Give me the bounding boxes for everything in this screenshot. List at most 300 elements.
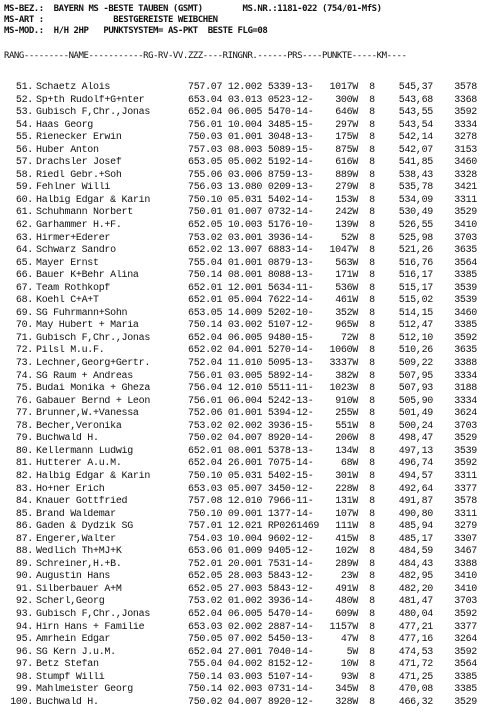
rank-cell: 91. [15,583,33,595]
club-ring-prefix-cell: 750.02 04.007 8920-12- [188,696,314,708]
rank-cell: 85. [15,508,33,520]
fancier-name-cell: Schuhmann Norbert [36,207,133,219]
club-ring-prefix-cell: 756.03 13.080 0209-13- [188,182,314,194]
rank-cell: 88. [15,546,33,558]
table-row [4,120,478,133]
km-cell: 3592 [454,646,477,658]
points-cell: 484,59 [398,546,433,558]
km-cell: 3410 [454,571,477,583]
rank-cell: 51. [15,82,33,93]
fancier-name-cell: Mayer Ernst [36,257,99,269]
km-cell: 3460 [454,157,477,169]
points-cell: 516,17 [398,270,433,282]
fancier-name-cell: Rienecker Erwin [36,132,122,144]
fancier-name-cell: Becher,Veronika [36,420,122,432]
rank-cell: 87. [15,533,33,545]
club-ring-prefix-cell: 750.02 04.007 8920-14- [188,433,314,445]
prizes-cell: 8 [369,82,375,93]
rank-cell: 72. [15,345,33,357]
table-row [4,333,478,346]
table-row [4,622,478,635]
prizes-cell: 8 [369,583,375,595]
km-cell: 3410 [454,220,477,232]
fancier-name-cell: Lechner,Georg+Gertr. [36,358,151,370]
prizes-cell: 8 [369,144,375,156]
rank-cell: 52. [15,94,33,106]
fancier-name-cell: Knauer Gottfried [36,496,128,508]
fancier-name-cell: Team Rothkopf [36,282,111,294]
km-cell: 3388 [454,358,477,370]
ring-suffix-cell: 382W [335,370,358,382]
km-cell: 3460 [454,307,477,319]
ring-suffix-cell: 107W [335,508,358,520]
points-cell: 515,02 [398,295,433,307]
fancier-name-cell: Brunner,W.+Vanessa [36,408,139,420]
rank-cell: 81. [15,458,33,470]
points-cell: 491,87 [398,496,433,508]
table-row [4,308,478,321]
table-row [4,609,478,622]
prizes-cell: 8 [369,270,375,282]
column-header-line: RANG---------NAME-----------RG-RV-VV.ZZZ----RINGNR.------PRS----PUNKTE-----KM---- [4,51,407,61]
fancier-name-cell: Gubisch F,Chr.,Jonas [36,107,151,119]
points-cell: 534,09 [398,194,433,206]
prizes-cell: 8 [369,94,375,106]
club-ring-prefix-cell: 652.04 06.005 9480-15- [188,332,314,344]
table-row [4,471,478,484]
fancier-name-cell: Fehlner Willi [36,182,111,194]
km-cell: 3592 [454,608,477,620]
table-row [4,484,478,497]
points-cell: 543,68 [398,94,433,106]
points-cell: 466,32 [398,696,433,708]
table-row [4,132,478,145]
ring-suffix-cell: 875W [335,144,358,156]
rank-cell: 86. [15,521,33,533]
fancier-name-cell: Budai Monika + Gheza [36,383,151,395]
km-cell: 3279 [454,521,477,533]
points-cell: 485,94 [398,521,433,533]
points-cell: 545,37 [398,82,433,93]
prizes-cell: 8 [369,634,375,646]
table-row [4,446,478,459]
prizes-cell: 8 [369,496,375,508]
ring-suffix-cell: 345W [335,684,358,696]
rank-cell: 99. [15,684,33,696]
fancier-name-cell: Schaetz Alois [36,82,111,93]
rank-cell: 56. [15,144,33,156]
table-row [4,95,478,108]
fancier-name-cell: Halbig Edgar & Karin [36,194,151,206]
fancier-name-cell: Scherl,Georg [36,596,105,608]
club-ring-prefix-cell: 652.05 28.003 5843-12- [188,571,314,583]
club-ring-prefix-cell: 750.14 02.003 0731-14- [188,684,314,696]
rank-cell: 73. [15,358,33,370]
table-row [4,371,478,384]
rank-cell: 70. [15,320,33,332]
club-ring-prefix-cell: 653.04 03.013 0523-12- [188,94,314,106]
club-ring-prefix-cell: 652.05 10.003 5176-10- [188,220,314,232]
ring-suffix-cell: 279W [335,182,358,194]
ring-suffix-cell: 491W [335,583,358,595]
header-mode-line: MS-MOD.: H/H 2HP PUNKTSYSTEM= AS-PKT BESTE FLG=08 [4,26,268,36]
ring-suffix-cell: 5W [346,646,358,658]
table-row [4,672,478,685]
ring-suffix-cell: 461W [335,295,358,307]
rank-cell: 75. [15,383,33,395]
km-cell: 3703 [454,596,477,608]
points-cell: 498,47 [398,433,433,445]
fancier-name-cell: Halbig Edgar & Karin [36,470,151,482]
fancier-name-cell: Amrhein Edgar [36,634,111,646]
prizes-cell: 8 [369,107,375,119]
club-ring-prefix-cell: 652.02 04.001 5270-14- [188,345,314,357]
fancier-name-cell: Bauer K+Behr Alina [36,270,139,282]
rank-cell: 64. [15,245,33,257]
prizes-cell: 8 [369,132,375,144]
km-cell: 3539 [454,295,477,307]
rank-cell: 61. [15,207,33,219]
prizes-cell: 8 [369,445,375,457]
ring-suffix-cell: 1023W [329,383,358,395]
fancier-name-cell: Hirmer+Ederer [36,232,111,244]
km-cell: 3564 [454,257,477,269]
km-cell: 3467 [454,546,477,558]
club-ring-prefix-cell: 652.04 06.005 5470-14- [188,608,314,620]
points-cell: 482,95 [398,571,433,583]
club-ring-prefix-cell: 752.01 20.001 7531-14- [188,558,314,570]
ring-suffix-cell: 3337W [329,358,358,370]
table-row [4,546,478,559]
fancier-name-cell: SG Raum + Andreas [36,370,133,382]
club-ring-prefix-cell: 752.06 01.001 5394-12- [188,408,314,420]
prizes-cell: 8 [369,295,375,307]
points-cell: 494,57 [398,470,433,482]
club-ring-prefix-cell: 750.01 01.007 0732-14- [188,207,314,219]
fancier-name-cell: Mahlmeister Georg [36,684,133,696]
rank-cell: 68. [15,295,33,307]
points-cell: 515,17 [398,282,433,294]
km-cell: 3539 [454,445,477,457]
points-cell: 485,17 [398,533,433,545]
km-cell: 3188 [454,383,477,395]
ring-suffix-cell: 646W [335,107,358,119]
rank-cell: 66. [15,270,33,282]
table-row [4,245,478,258]
km-cell: 3307 [454,533,477,545]
table-row [4,433,478,446]
km-cell: 3153 [454,144,477,156]
fancier-name-cell: Gaden & Dydzik SG [36,521,133,533]
table-row [4,509,478,522]
points-cell: 525,98 [398,232,433,244]
table-row [4,207,478,220]
rank-cell: 83. [15,483,33,495]
points-cell: 512,47 [398,320,433,332]
table-row [4,647,478,660]
points-cell: 512,10 [398,332,433,344]
fancier-name-cell: Pilsl M.u.F. [36,345,105,357]
club-ring-prefix-cell: 757.03 08.003 5089-15- [188,144,314,156]
fancier-name-cell: Drachsler Josef [36,157,122,169]
points-cell: 507,95 [398,370,433,382]
prizes-cell: 8 [369,608,375,620]
fancier-name-cell: SG Kern J.u.M. [36,646,116,658]
table-row [4,396,478,409]
rank-cell: 57. [15,157,33,169]
prizes-cell: 8 [369,182,375,194]
prizes-cell: 8 [369,508,375,520]
fancier-name-cell: Kellermann Ludwig [36,445,133,457]
rank-cell: 84. [15,496,33,508]
prizes-cell: 8 [369,169,375,181]
fancier-name-cell: SG Fuhrmann+Sohn [36,307,128,319]
km-cell: 3311 [454,508,477,520]
km-cell: 3385 [454,270,477,282]
ring-suffix-cell: 965W [335,320,358,332]
table-row [4,596,478,609]
prizes-cell: 8 [369,358,375,370]
table-row [4,358,478,371]
table-row [4,320,478,333]
rank-cell: 95. [15,634,33,646]
club-ring-prefix-cell: 756.04 12.010 5511-11- [188,383,314,395]
km-cell: 3703 [454,420,477,432]
fancier-name-cell: Gubisch F,Chr.,Jonas [36,608,151,620]
table-row [4,220,478,233]
points-cell: 543,55 [398,107,433,119]
club-ring-prefix-cell: 757.07 12.002 5339-13- [188,82,314,93]
points-cell: 477,21 [398,621,433,633]
fancier-name-cell: Hirn Hans + Familie [36,621,145,633]
ring-suffix-cell: 111W [335,521,358,533]
club-ring-prefix-cell: 753.02 02.002 3936-15- [188,420,314,432]
prizes-cell: 8 [369,245,375,257]
ring-suffix-cell: 301W [335,470,358,482]
ring-suffix-cell: 153W [335,194,358,206]
club-ring-prefix-cell: 652.01 05.004 7622-14- [188,295,314,307]
table-row [4,82,478,95]
points-cell: 490,80 [398,508,433,520]
prizes-cell: 8 [369,596,375,608]
rank-cell: 59. [15,182,33,194]
km-cell: 3311 [454,470,477,482]
prizes-cell: 8 [369,383,375,395]
prizes-cell: 8 [369,320,375,332]
fancier-name-cell: Gabauer Bernd + Leon [36,395,151,407]
km-cell: 3529 [454,207,477,219]
km-cell: 3635 [454,245,477,257]
km-cell: 3624 [454,408,477,420]
club-ring-prefix-cell: 756.01 10.004 3485-15- [188,119,314,131]
ring-suffix-cell: 242W [335,207,358,219]
prizes-cell: 8 [369,621,375,633]
rank-cell: 94. [15,621,33,633]
table-row [4,107,478,120]
ring-suffix-cell: 102W [335,546,358,558]
fancier-name-cell: Buchwald H. [36,433,99,445]
ring-suffix-cell: 52W [340,232,358,244]
table-row [4,697,478,710]
rank-cell: 93. [15,608,33,620]
ring-suffix-cell: 551W [335,420,358,432]
table-row [4,170,478,183]
fancier-name-cell: Schwarz Sandro [36,245,116,257]
rank-cell: 92. [15,596,33,608]
table-row [4,684,478,697]
ring-suffix-cell: 228W [335,483,358,495]
ring-suffix-cell: 328W [335,696,358,708]
table-row [4,295,478,308]
km-cell: 3264 [454,634,477,646]
prizes-cell: 8 [369,282,375,294]
km-cell: 3529 [454,696,477,708]
fancier-name-cell: Huber Anton [36,144,99,156]
km-cell: 3592 [454,107,477,119]
rank-cell: 74. [15,370,33,382]
fancier-name-cell: Koehl C+A+T [36,295,99,307]
club-ring-prefix-cell: 652.02 13.007 6883-14- [188,245,314,257]
points-cell: 496,74 [398,458,433,470]
km-cell: 3328 [454,169,477,181]
table-row [4,145,478,158]
club-ring-prefix-cell: 750.10 05.031 5402-15- [188,470,314,482]
rank-cell: 53. [15,107,33,119]
prizes-cell: 8 [369,257,375,269]
club-ring-prefix-cell: 652.01 12.001 5634-11- [188,282,314,294]
prizes-cell: 8 [369,546,375,558]
ring-suffix-cell: 1017W [329,82,358,93]
club-ring-prefix-cell: 652.01 08.001 5378-13- [188,445,314,457]
prizes-cell: 8 [369,533,375,545]
ring-suffix-cell: 616W [335,157,358,169]
points-cell: 471,25 [398,671,433,683]
ring-suffix-cell: 23W [340,571,358,583]
ring-suffix-cell: 536W [335,282,358,294]
ring-suffix-cell: 134W [335,445,358,457]
club-ring-prefix-cell: 653.05 14.009 5202-10- [188,307,314,319]
club-ring-prefix-cell: 652.04 26.001 7075-14- [188,458,314,470]
table-row [4,534,478,547]
km-cell: 3564 [454,659,477,671]
points-cell: 477,16 [398,634,433,646]
table-row [4,283,478,296]
club-ring-prefix-cell: 753.02 03.001 3936-14- [188,232,314,244]
fancier-name-cell: Schreiner,H.+B. [36,558,122,570]
table-row [4,521,478,534]
prizes-cell: 8 [369,207,375,219]
prizes-cell: 8 [369,220,375,232]
fancier-name-cell: Stumpf Willi [36,671,105,683]
prizes-cell: 8 [369,307,375,319]
results-document [4,4,478,709]
rank-cell: 90. [15,571,33,583]
header-competition-line: MS-BEZ.: BAYERN MS -BESTE TAUBEN (GSMT) MS.NR.:1181-022 (754/01-MfS) [4,4,382,14]
km-cell: 3578 [454,82,477,93]
points-cell: 516,76 [398,257,433,269]
prizes-cell: 8 [369,558,375,570]
prizes-cell: 8 [369,194,375,206]
ring-suffix-cell: 889W [335,169,358,181]
points-cell: 543,54 [398,119,433,131]
table-row [4,270,478,283]
points-cell: 526,55 [398,220,433,232]
prizes-cell: 8 [369,571,375,583]
km-cell: 3421 [454,182,477,194]
ring-suffix-cell: 175W [335,132,358,144]
ring-suffix-cell: 352W [335,307,358,319]
club-ring-prefix-cell: 653.03 05.007 3450-12- [188,483,314,495]
header-type-line: MS-ART : BESTGEREISTE WEIBCHEN [4,15,218,25]
club-ring-prefix-cell: 653.06 01.009 9405-12- [188,546,314,558]
km-cell: 3334 [454,370,477,382]
points-cell: 505,90 [398,395,433,407]
fancier-name-cell: Gubisch F,Chr.,Jonas [36,332,151,344]
club-ring-prefix-cell: 750.14 08.001 8088-13- [188,270,314,282]
rank-cell: 63. [15,232,33,244]
prizes-cell: 8 [369,420,375,432]
table-row [4,383,478,396]
km-cell: 3635 [454,345,477,357]
fancier-name-cell: Riedl Gebr.+Soh [36,169,122,181]
ring-suffix-cell: 68W [340,458,358,470]
fancier-name-cell: Buchwald H. [36,696,99,708]
points-cell: 535,78 [398,182,433,194]
fancier-name-cell: Garhammer H.+F. [36,220,122,232]
points-cell: 501,49 [398,408,433,420]
table-row [4,458,478,471]
club-ring-prefix-cell: 652.04 27.001 7040-14- [188,646,314,658]
km-cell: 3703 [454,232,477,244]
fancier-name-cell: Engerer,Walter [36,533,116,545]
ring-suffix-cell: 1060W [329,345,358,357]
club-ring-prefix-cell: 652.04 06.005 5470-14- [188,107,314,119]
ring-suffix-cell: 609W [335,608,358,620]
table-row [4,496,478,509]
ring-suffix-cell: 10W [340,659,358,671]
club-ring-prefix-cell: 653.03 02.002 2887-14- [188,621,314,633]
table-row [4,233,478,246]
rank-cell: 76. [15,395,33,407]
ring-suffix-cell: 289W [335,558,358,570]
prizes-cell: 8 [369,370,375,382]
ring-suffix-cell: 1157W [329,621,358,633]
club-ring-prefix-cell: 757.01 12.021 RP0261469 [188,521,320,533]
prizes-cell: 8 [369,521,375,533]
prizes-cell: 8 [369,684,375,696]
rank-cell: 97. [15,659,33,671]
club-ring-prefix-cell: 752.04 11.010 5095-13- [188,358,314,370]
rank-cell: 79. [15,433,33,445]
km-cell: 3334 [454,395,477,407]
fancier-name-cell: Betz Stefan [36,659,99,671]
points-cell: 481,47 [398,596,433,608]
fancier-name-cell: Haas Georg [36,119,94,131]
rank-cell: 58. [15,169,33,181]
rank-cell: 71. [15,332,33,344]
club-ring-prefix-cell: 754.03 10.004 9602-12- [188,533,314,545]
prizes-cell: 8 [369,345,375,357]
points-cell: 542,07 [398,144,433,156]
km-cell: 3377 [454,621,477,633]
ring-suffix-cell: 47W [340,634,358,646]
club-ring-prefix-cell: 652.05 27.003 5843-12- [188,583,314,595]
rank-cell: 65. [15,257,33,269]
km-cell: 3334 [454,119,477,131]
fancier-name-cell: Ho+ner Erich [36,483,105,495]
rank-cell: 54. [15,119,33,131]
ring-suffix-cell: 1047W [329,245,358,257]
